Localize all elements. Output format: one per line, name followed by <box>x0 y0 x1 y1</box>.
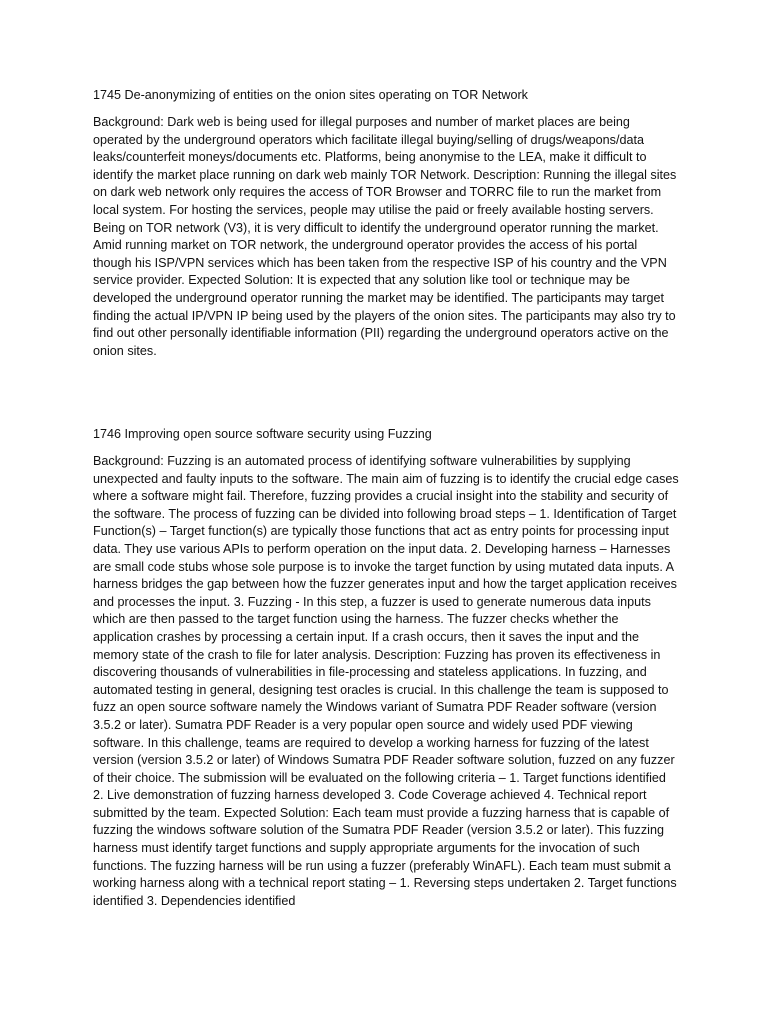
section-title-1745: 1745 De-anonymizing of entities on the onion sites operating on TOR Network <box>93 88 528 102</box>
section-body-1745: Background: Dark web is being used for illegal purposes and number of market places are being operated by the underground operators which facilitate illegal buying/selling of drugs/weapons/data leaks/counterfeit moneys/documents etc. Platforms, being anonymise to the LEA, make it difficult to identify the market place running on dark web mainly TOR Network. Description: Running the illegal sites on dark web network only requires the access of TOR Browser and TORRC file to run the market from local system. For hosting the services, people may utilise the paid or freely available hosting servers. Being on TOR network (V3), it is very difficult to identify the underground operator running the market. Amid running market on TOR network, the underground operator provides the access of his portal though his ISP/VPN services which has been taken from the respective ISP of his country and the VPN service provider. Expected Solution: It is expected that any solution like tool or technique may be developed the underground operator running the market may be identified. The participants may target finding the actual IP/VPN IP being used by the players of the onion sites. The participants may also try to find out other personally identifiable information (PII) regarding the underground operators active on the onion sites. <box>93 115 677 358</box>
section-title-1746: 1746 Improving open source software security using Fuzzing <box>93 427 432 441</box>
section-body-1746: Background: Fuzzing is an automated process of identifying software vulnerabilities by supplying unexpected and faulty inputs to the software. The main aim of fuzzing is to identify the crucial edge cases where a software might fail. Therefore, fuzzing provides a crucial insight into the stability and security of the software. The process of fuzzing can be divided into following broad steps – 1. Identification of Target Function(s) – Target function(s) are typically those functions that act as entry points for processing input data. They use various APIs to perform operation on the input data. 2. Developing harness – Harnesses are small code stubs whose sole purpose is to invoke the target function by using mutated data inputs. A harness bridges the gap between how the fuzzer generates input and how the target application receives and processes the input. 3. Fuzzing - In this step, a fuzzer is used to generate numerous data inputs which are then passed to the target function using the harness. The fuzzer checks whether the application crashes by processing a certain input. If a crash occurs, then it saves the input and the memory state of the crash to file for later analysis. Description: Fuzzing has proven its effectiveness in discovering thousands of vulnerabilities in file-processing and stateless applications. In fuzzing, and automated testing in general, designing test oracles is crucial. In this challenge the team is supposed to fuzz an open source software namely the Windows variant of Sumatra PDF Reader software (version 3.5.2 or later). Sumatra PDF Reader is a very popular open source and widely used PDF viewing software. In this challenge, teams are required to develop a working harness for fuzzing of the latest version (version 3.5.2 or later) of Windows Sumatra PDF Reader software solution, fuzzed on any fuzzer of their choice. The submission will be evaluated on the following criteria – 1. Target functions identified 2. Live demonstration of fuzzing harness developed 3. Code Coverage achieved 4. Technical report submitted by the team. Expected Solution: Each team must provide a fuzzing harness that is capable of fuzzing the windows software solution of the Sumatra PDF Reader (version 3.5.2 or later). This fuzzing harness must identify target functions and supply appropriate arguments for the invocation of such functions. The fuzzing harness will be run using a fuzzer (preferably WinAFL). Each team must submit a working harness along with a technical report stating – 1. Reversing steps undertaken 2. Target functions identified 3. Dependencies identified <box>93 454 679 908</box>
